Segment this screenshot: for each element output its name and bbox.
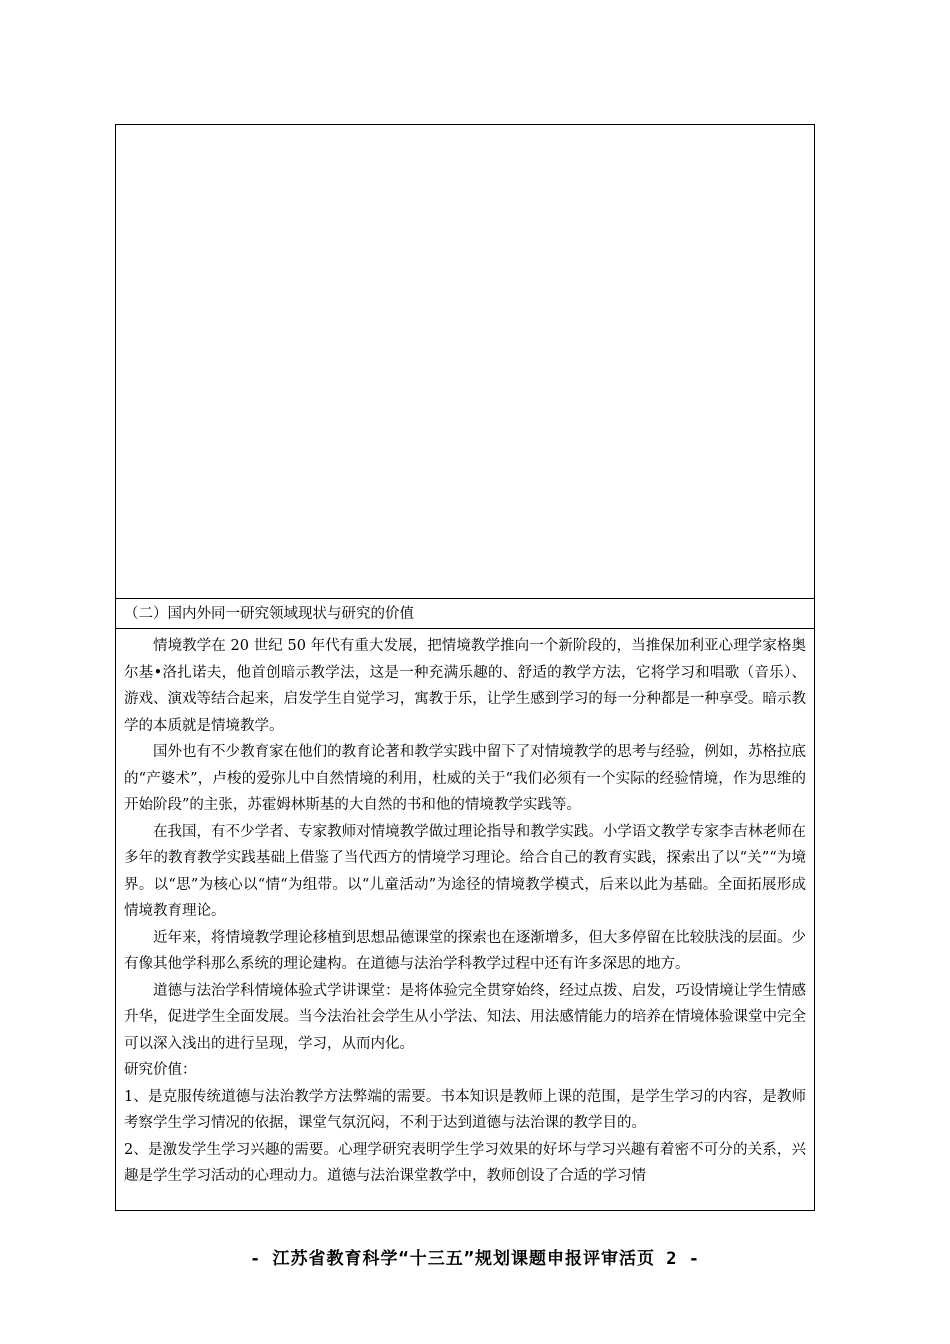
- paragraph-3: 在我国，有不少学者、专家教师对情境教学做过理论指导和教学实践。小学语文教学专家李吉林老师在多年的教育教学实践基础上借鉴了当代西方的情境学习理论。给合自己的教育实践，探索出了以“关”“为境界。以“思”为核心以“情“为组带。以“儿童活动”为途径的情境教学模式，后来以此为基础。全面拓展形成情境教育理论。: [124, 823, 806, 919]
- paragraph-1: 情境教学在 20 世纪 50 年代有重大发展，把情境教学推向一个新阶段的，当推保加利亚心理学家格奥尔基•洛扎诺夫，他首创暗示教学法，这是一种充满乐趣的、舒适的教学方法，它将学习和唱歌（音乐）、游戏、演戏等结合起来，启发学生自觉学习，寓教于乐，让学生感到学习的每一分种都是一种享受。暗示教学的本质就是情境教学。: [124, 638, 806, 734]
- section-heading: （二）国内外同一研究领域现状与研究的价值: [116, 599, 814, 629]
- application-form-table: [115, 124, 815, 1211]
- paragraph-4: 近年来，将情境教学理论移植到思想品德课堂的探索也在逐渐增多，但大多停留在比较肤浅的层面。少有像其他学科那么系统的理论建构。在道德与法治学科教学过程中还有许多深思的地方。: [124, 929, 806, 972]
- section-content: [116, 630, 814, 1210]
- blank-table-cell: [116, 125, 814, 599]
- paragraph-5: 道德与法治学科情境体验式学讲课堂：是将体验完全贯穿始终，经过点拨、启发，巧设情境让学生情感升华，促进学生全面发展。当今法治社会学生从小学法、知法、用法感情能力的培养在情境体验课堂中完全可以深入浅出的进行呈现，学习，从而内化。: [124, 982, 806, 1052]
- paragraph-2: 国外也有不少教育家在他们的教育论著和教学实践中留下了对情境教学的思考与经验，例如，苏格拉底的“产婆术”，卢梭的爱弥儿中自然情境的利用，杜威的关于“我们必须有一个实际的经验情境，作为思维的开始阶段”的主张，苏霍姆林斯基的大自然的书和他的情境教学实践等。: [124, 744, 807, 813]
- research-value-label: 研究价值：: [124, 1062, 197, 1078]
- page-footer: - 江苏省教育科学“十三五”规划课题申报评审活页 2 -: [250, 1249, 700, 1269]
- research-value-item-2: 2、是激发学生学习兴趣的需要。心理学研究表明学生学习效果的好坏与学习兴趣有着密不可分的关系，兴趣是学生学习活动的心理动力。道德与法治课堂教学中，教师创设了合适的学习情: [124, 1141, 806, 1184]
- research-value-item-1: 1、是克服传统道德与法治教学方法弊端的需要。书本知识是教师上课的范围，是学生学习的内容，是教师考察学生学习情况的依据，课堂气氛沉闷，不利于达到道德与法治课的教学目的。: [124, 1088, 806, 1131]
